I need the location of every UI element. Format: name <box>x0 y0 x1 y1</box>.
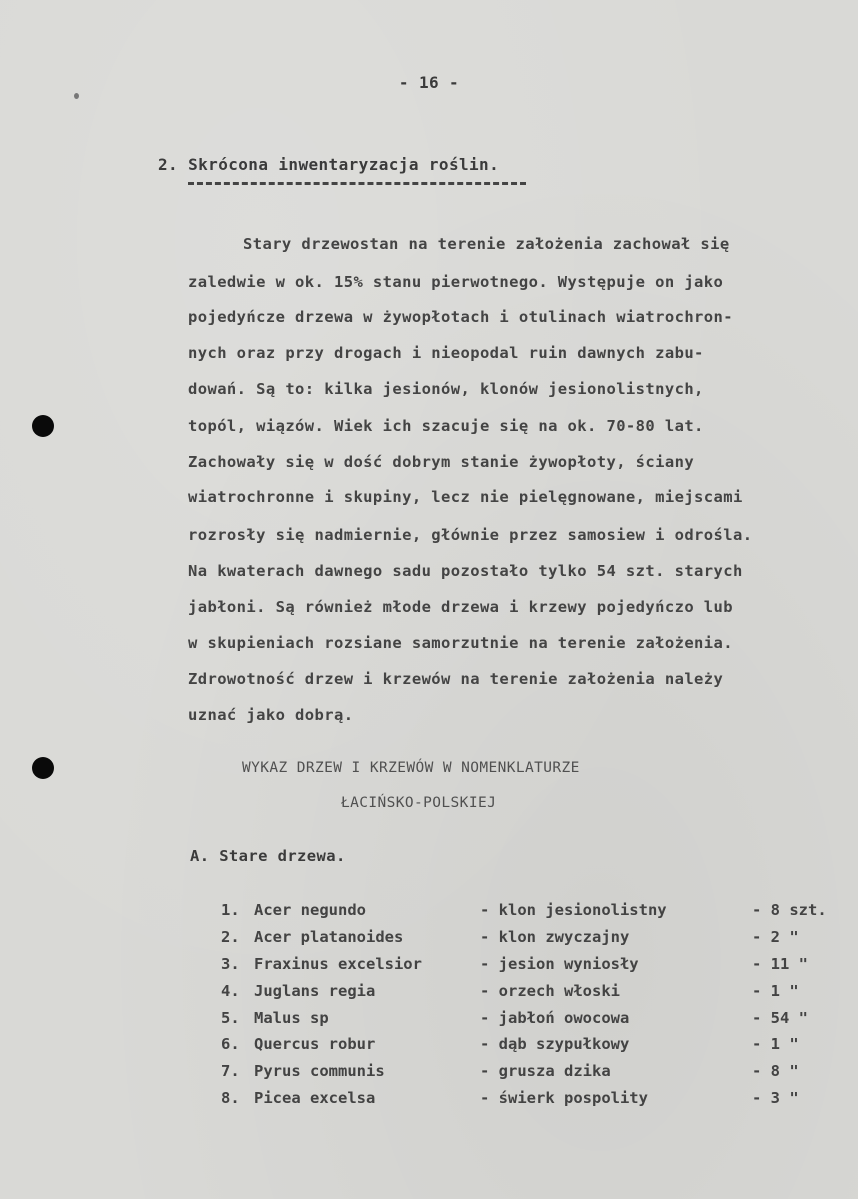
section-heading: 2. Skrócona inwentaryzacja roślin. <box>158 155 500 174</box>
tree-polish-name: - klon zwyczajny <box>480 928 630 946</box>
tree-count: - 8 " <box>752 1062 799 1080</box>
tree-polish-name: - jesion wyniosły <box>480 955 639 973</box>
punch-hole-lower <box>32 757 54 779</box>
tree-number: 6. <box>221 1035 240 1053</box>
tree-count: - 2 " <box>752 928 799 946</box>
tree-number: 2. <box>221 928 240 946</box>
tree-polish-name: - jabłoń owocowa <box>480 1009 630 1027</box>
paragraph-line: topól, wiązów. Wiek ich szacuje się na ok. 70-80 lat. <box>188 417 704 435</box>
list-subtitle: ŁACIŃSKO-POLSKIEJ <box>341 795 497 811</box>
paper-speck <box>74 93 79 99</box>
punch-hole-upper <box>32 415 54 437</box>
paragraph-line: Stary drzewostan na terenie założenia zachował się <box>243 235 730 253</box>
tree-count: - 54 " <box>752 1009 808 1027</box>
tree-polish-name: - grusza dzika <box>480 1062 611 1080</box>
paragraph-line: zaledwie w ok. 15% stanu pierwotnego. Występuje on jako <box>188 273 724 291</box>
tree-number: 8. <box>221 1089 240 1107</box>
tree-latin-name: Acer platanoides <box>254 928 404 946</box>
paragraph-line: jabłoni. Są również młode drzewa i krzewy pojedyńczo lub <box>188 598 733 616</box>
tree-number: 5. <box>221 1009 240 1027</box>
paragraph-line: Zdrowotność drzew i krzewów na terenie założenia należy <box>188 670 724 688</box>
tree-number: 3. <box>221 955 240 973</box>
tree-latin-name: Juglans regia <box>254 982 376 1000</box>
tree-number: 4. <box>221 982 240 1000</box>
paragraph-line: pojedyńcze drzewa w żywopłotach i otulinach wiatrochron- <box>188 308 733 326</box>
section-a-label: A. Stare drzewa. <box>190 847 346 865</box>
heading-underline <box>188 182 526 185</box>
paragraph-line: dowań. Są to: kilka jesionów, klonów jesionolistnych, <box>188 380 704 398</box>
tree-polish-name: - dąb szypułkowy <box>480 1035 630 1053</box>
tree-number: 1. <box>221 901 240 919</box>
tree-latin-name: Fraxinus excelsior <box>254 955 422 973</box>
paragraph-line: uznać jako dobrą. <box>188 706 354 724</box>
tree-count: - 3 " <box>752 1089 799 1107</box>
tree-polish-name: - orzech włoski <box>480 982 620 1000</box>
tree-count: - 1 " <box>752 1035 799 1053</box>
tree-polish-name: - klon jesionolistny <box>480 901 667 919</box>
paragraph-line: Na kwaterach dawnego sadu pozostało tylko 54 szt. starych <box>188 562 743 580</box>
paragraph-line: wiatrochronne i skupiny, lecz nie pielęgnowane, miejscami <box>188 488 743 506</box>
paragraph-line: rozrosły się nadmiernie, głównie przez samosiew i odrośla. <box>188 526 753 544</box>
list-title: WYKAZ DRZEW I KRZEWÓW W NOMENKLATURZE <box>242 760 580 776</box>
tree-latin-name: Malus sp <box>254 1009 329 1027</box>
tree-polish-name: - świerk pospolity <box>480 1089 648 1107</box>
paragraph-line: nych oraz przy drogach i nieopodal ruin dawnych zabu- <box>188 344 704 362</box>
tree-number: 7. <box>221 1062 240 1080</box>
paragraph-line: Zachowały się w dość dobrym stanie żywopłoty, ściany <box>188 453 695 471</box>
paragraph-line: w skupieniach rozsiane samorzutnie na terenie założenia. <box>188 634 733 652</box>
tree-latin-name: Acer negundo <box>254 901 366 919</box>
tree-count: - 8 szt. <box>752 901 827 919</box>
tree-count: - 1 " <box>752 982 799 1000</box>
tree-latin-name: Pyrus communis <box>254 1062 385 1080</box>
page-number: - 16 - <box>398 73 460 92</box>
tree-count: - 11 " <box>752 955 808 973</box>
tree-latin-name: Quercus robur <box>254 1035 376 1053</box>
tree-latin-name: Picea excelsa <box>254 1089 376 1107</box>
